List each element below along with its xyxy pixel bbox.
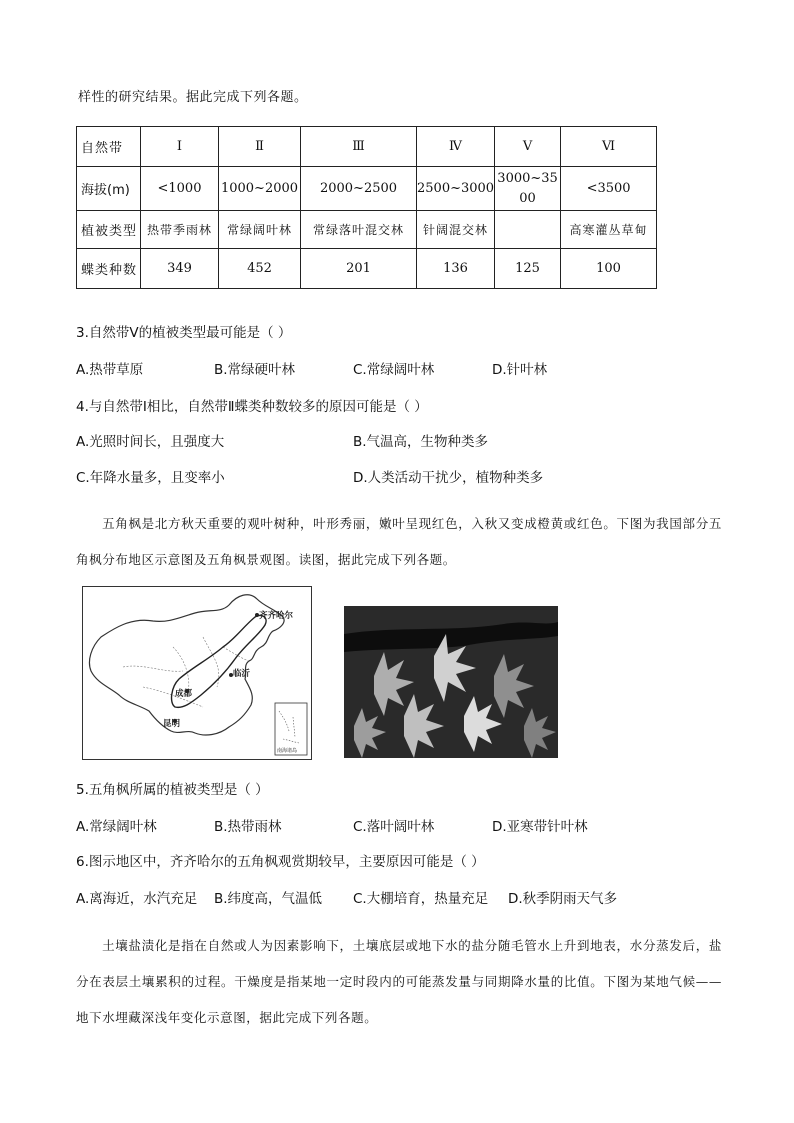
q5-option-c[interactable]: C.落叶阔叶林 bbox=[353, 819, 435, 835]
q4-option-b[interactable]: B.气温高，生物种类多 bbox=[353, 434, 489, 450]
q4-option-d[interactable]: D.人类活动干扰少，植物种类多 bbox=[353, 470, 544, 486]
q6-option-a[interactable]: A.离海近，水汽充足 bbox=[76, 891, 198, 907]
table-cell: 2000~2500 bbox=[301, 167, 417, 211]
question-3-stem: 3.自然带Ⅴ的植被类型最可能是（ ） bbox=[76, 325, 292, 341]
q4-option-c[interactable]: C.年降水量多，且变率小 bbox=[76, 470, 225, 486]
table-cell: 针阔混交林 bbox=[417, 211, 495, 249]
table-header-cell: 蝶类种数 bbox=[77, 249, 141, 289]
table-cell: 常绿落叶混交林 bbox=[301, 211, 417, 249]
q6-option-c[interactable]: C.大棚培育，热量充足 bbox=[353, 891, 489, 907]
table-cell: 100 bbox=[561, 249, 657, 289]
table-cell: Ⅰ bbox=[141, 127, 219, 167]
table-cell: 热带季雨林 bbox=[141, 211, 219, 249]
china-maple-distribution-map bbox=[82, 586, 312, 760]
table-cell: 136 bbox=[417, 249, 495, 289]
question-5-stem: 5.五角枫所属的植被类型是（ ） bbox=[76, 782, 269, 798]
q3-option-b[interactable]: B.常绿硬叶林 bbox=[214, 362, 296, 378]
map-label-linyi: 临沂 bbox=[233, 669, 251, 679]
q5-option-a[interactable]: A.常绿阔叶林 bbox=[76, 819, 157, 835]
table-cell: Ⅲ bbox=[301, 127, 417, 167]
passage-salinization bbox=[76, 928, 722, 1036]
table-cell: Ⅳ bbox=[417, 127, 495, 167]
table-cell: Ⅱ bbox=[219, 127, 301, 167]
table-row bbox=[77, 211, 657, 249]
table-cell: 201 bbox=[301, 249, 417, 289]
table-cell bbox=[495, 211, 561, 249]
table-cell: Ⅴ bbox=[495, 127, 561, 167]
table-cell: <1000 bbox=[141, 167, 219, 211]
intro-text: 样性的研究结果。据此完成下列各题。 bbox=[78, 90, 308, 105]
q5-option-d[interactable]: D.亚寒带针叶林 bbox=[492, 819, 588, 835]
map-label-qiqihar: 齐齐哈尔 bbox=[259, 611, 294, 621]
table-header-cell: 植被类型 bbox=[77, 211, 141, 249]
maple-leaves-photo bbox=[344, 606, 558, 758]
map-label-chengdu: 成都 bbox=[175, 689, 193, 699]
table-cell: 高寒灌丛草甸 bbox=[561, 211, 657, 249]
passage-salinization-text: 土壤盐渍化是指在自然或人为因素影响下，土壤底层或地下水的盐分随毛管水上升到地表，水分蒸发后，盐分在表层土壤累积的过程。干燥度是指某地一定时段内的可能蒸发量与同期降水量的比值。下图为某地气候——地下水埋藏深浅年变化示意图，据此完成下列各题。 bbox=[76, 938, 722, 1025]
table-cell: <3500 bbox=[561, 167, 657, 211]
question-6-stem: 6.图示地区中，齐齐哈尔的五角枫观赏期较早，主要原因可能是（ ） bbox=[76, 854, 485, 870]
table-cell: 349 bbox=[141, 249, 219, 289]
q6-option-b[interactable]: B.纬度高，气温低 bbox=[214, 891, 323, 907]
natural-zone-table bbox=[76, 126, 657, 289]
q4-option-a[interactable]: A.光照时间长，且强度大 bbox=[76, 434, 225, 450]
q3-option-d[interactable]: D.针叶林 bbox=[492, 362, 548, 378]
table-cell: 125 bbox=[495, 249, 561, 289]
table-row bbox=[77, 127, 657, 167]
question-4-stem: 4.与自然带Ⅰ相比，自然带Ⅱ蝶类种数较多的原因可能是（ ） bbox=[76, 399, 428, 415]
table-header-cell: 海拔(m) bbox=[77, 167, 141, 211]
table-cell: 3000~3500 bbox=[495, 167, 561, 211]
map-label-kunming: 昆明 bbox=[163, 719, 181, 729]
passage-maple-text: 五角枫是北方秋天重要的观叶树种，叶形秀丽，嫩叶呈现红色，入秋又变成橙黄或红色。下图为我国部分五角枫分布地区示意图及五角枫景观图。读图，据此完成下列各题。 bbox=[76, 516, 722, 567]
table-row bbox=[77, 167, 657, 211]
maple-leaves-image bbox=[344, 606, 558, 758]
table-cell: 1000~2000 bbox=[219, 167, 301, 211]
table-row bbox=[77, 249, 657, 289]
table-header-cell: 自然带 bbox=[77, 127, 141, 167]
q3-option-a[interactable]: A.热带草原 bbox=[76, 362, 144, 378]
passage-maple bbox=[76, 506, 722, 578]
table-cell: 452 bbox=[219, 249, 301, 289]
q3-option-c[interactable]: C.常绿阔叶林 bbox=[353, 362, 435, 378]
q5-option-b[interactable]: B.热带雨林 bbox=[214, 819, 282, 835]
map-label-inset: 南海诸岛 bbox=[277, 748, 298, 754]
table-cell: Ⅵ bbox=[561, 127, 657, 167]
q6-option-d[interactable]: D.秋季阴雨天气多 bbox=[508, 891, 618, 907]
table-cell: 2500~3000 bbox=[417, 167, 495, 211]
table-cell: 常绿阔叶林 bbox=[219, 211, 301, 249]
